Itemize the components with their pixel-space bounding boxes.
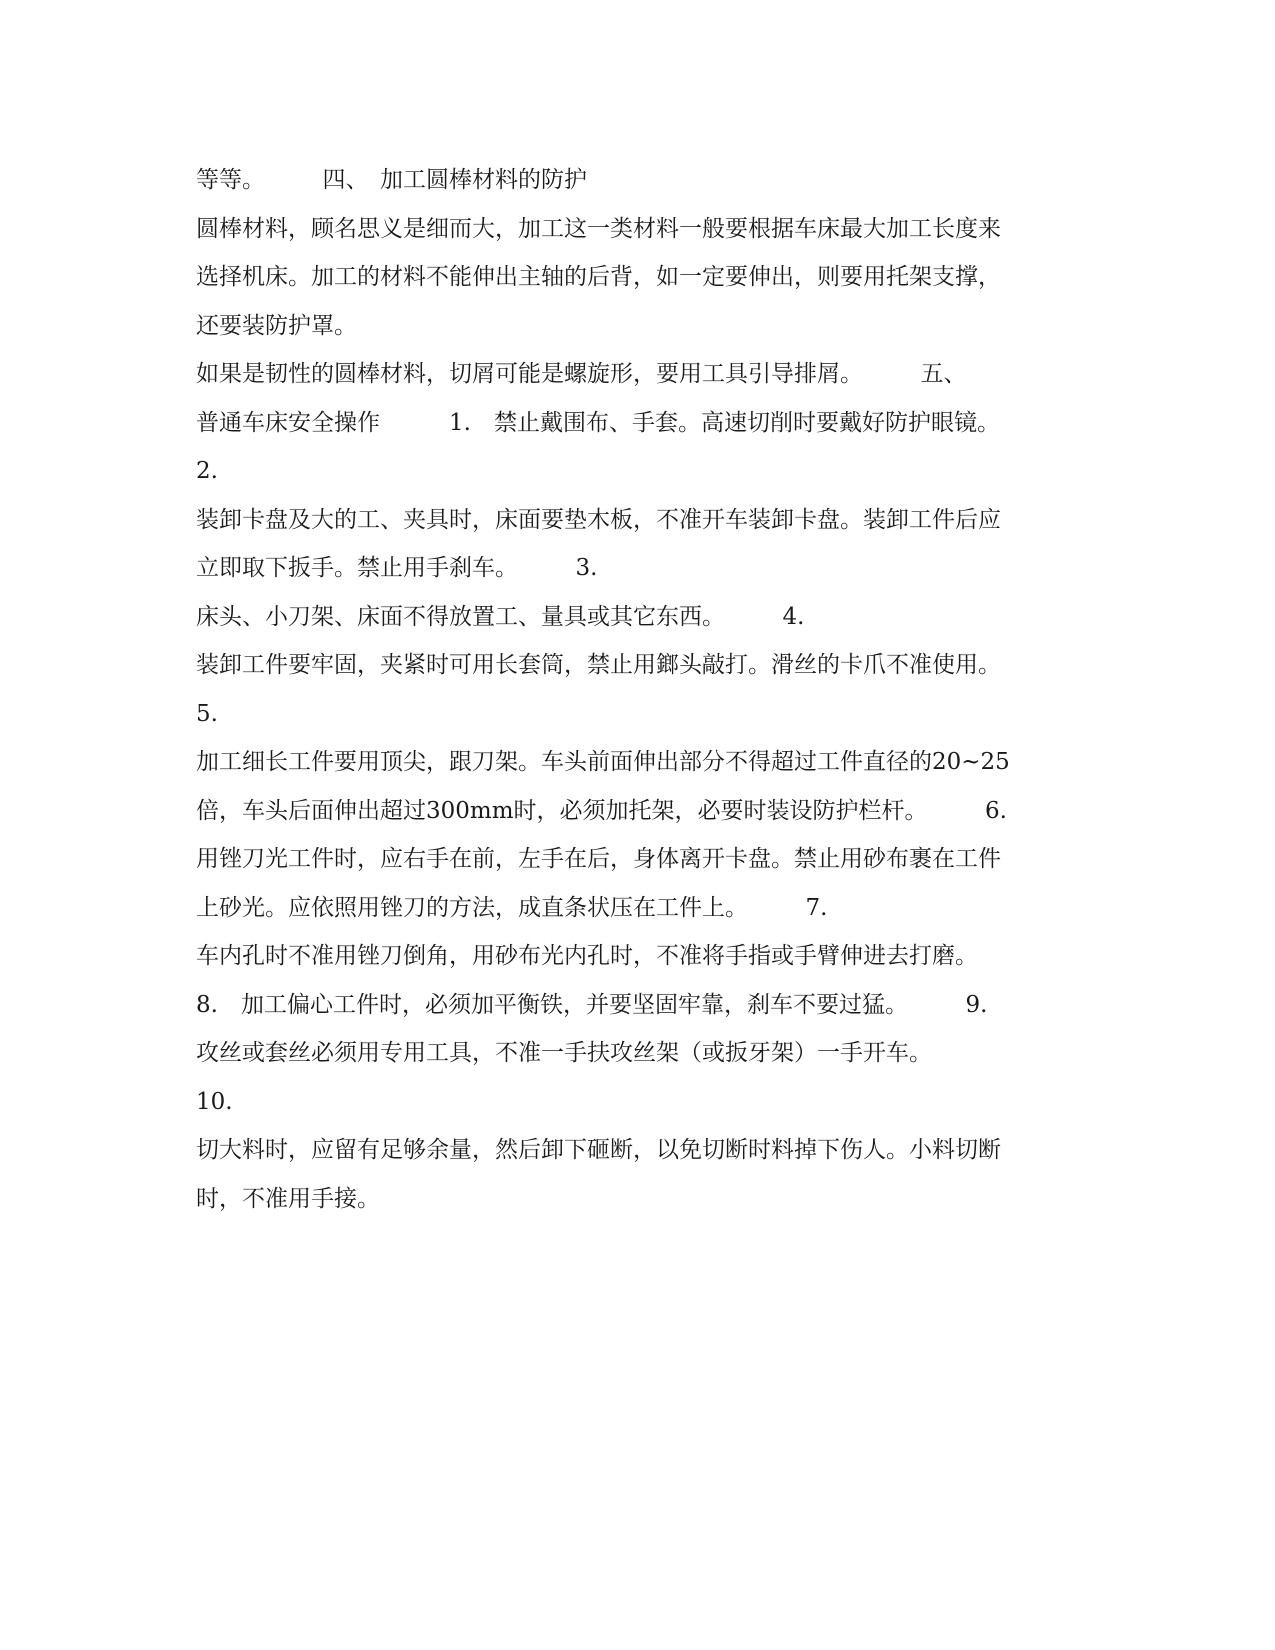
text-line: 床头、小刀架、床面不得放置工、量具或其它东西。 4.: [196, 603, 805, 630]
text-line: 加工细长工件要用顶尖，跟刀架。车头前面伸出部分不得超过工件直径的20~25: [196, 749, 1010, 775]
text-line: 如果是韧性的圆棒材料，切屑可能是螺旋形，要用工具引导排屑。 五、: [196, 361, 967, 387]
text-line: 2.: [196, 458, 218, 484]
text-line: 圆棒材料，顾名思义是细而大，加工这一类材料一般要根据车床最大加工长度来: [196, 215, 1001, 242]
text-line: 装卸卡盘及大的工、夹具时，床面要垫木板，不准开车装卸卡盘。装卸工件后应: [196, 506, 1001, 533]
text-line: 攻丝或套丝必须用专用工具，不准一手扶攻丝架（或扳牙架）一手开车。: [196, 1040, 932, 1066]
text-line: 等等。 四、 加工圆棒材料的防护: [196, 167, 587, 193]
text-line: 倍，车头后面伸出超过300mm时，必须加托架，必要时装设防护栏杆。 6.: [196, 797, 1007, 824]
text-line: 立即取下扳手。禁止用手刹车。 3.: [196, 555, 598, 581]
text-line: 切大料时，应留有足够余量，然后卸下砸断，以免切断时料掉下伤人。小料切断: [196, 1137, 1001, 1163]
text-line: 还要装防护罩。: [196, 312, 357, 339]
text-line: 用锉刀光工件时，应右手在前，左手在后，身体离开卡盘。禁止用砂布裹在工件: [196, 846, 1001, 872]
text-line: 车内孔时不准用锉刀倒角，用砂布光内孔时，不准将手指或手臂伸进去打磨。: [196, 943, 978, 969]
text-line: 上砂光。应依照用锉刀的方法，成直条状压在工件上。 7.: [196, 894, 828, 921]
text-line: 10.: [196, 1088, 233, 1115]
text-line: 选择机床。加工的材料不能伸出主轴的后背，如一定要伸出，则要用托架支撑，: [196, 264, 1001, 290]
text-line: 5.: [196, 700, 218, 727]
text-line: 装卸工件要牢固，夹紧时可用长套筒，禁止用鎯头敲打。滑丝的卡爪不准使用。: [196, 652, 1001, 678]
text-line: 时，不准用手接。: [196, 1185, 380, 1212]
body-text: [196, 156, 1076, 1223]
text-line: 8. 加工偏心工件时，必须加平衡铁，并要坚固牢靠，刹车不要过猛。 9.: [196, 991, 988, 1018]
text-line: 普通车床安全操作 1. 禁止戴围布、手套。高速切削时要戴好防护眼镜。: [196, 409, 1000, 436]
